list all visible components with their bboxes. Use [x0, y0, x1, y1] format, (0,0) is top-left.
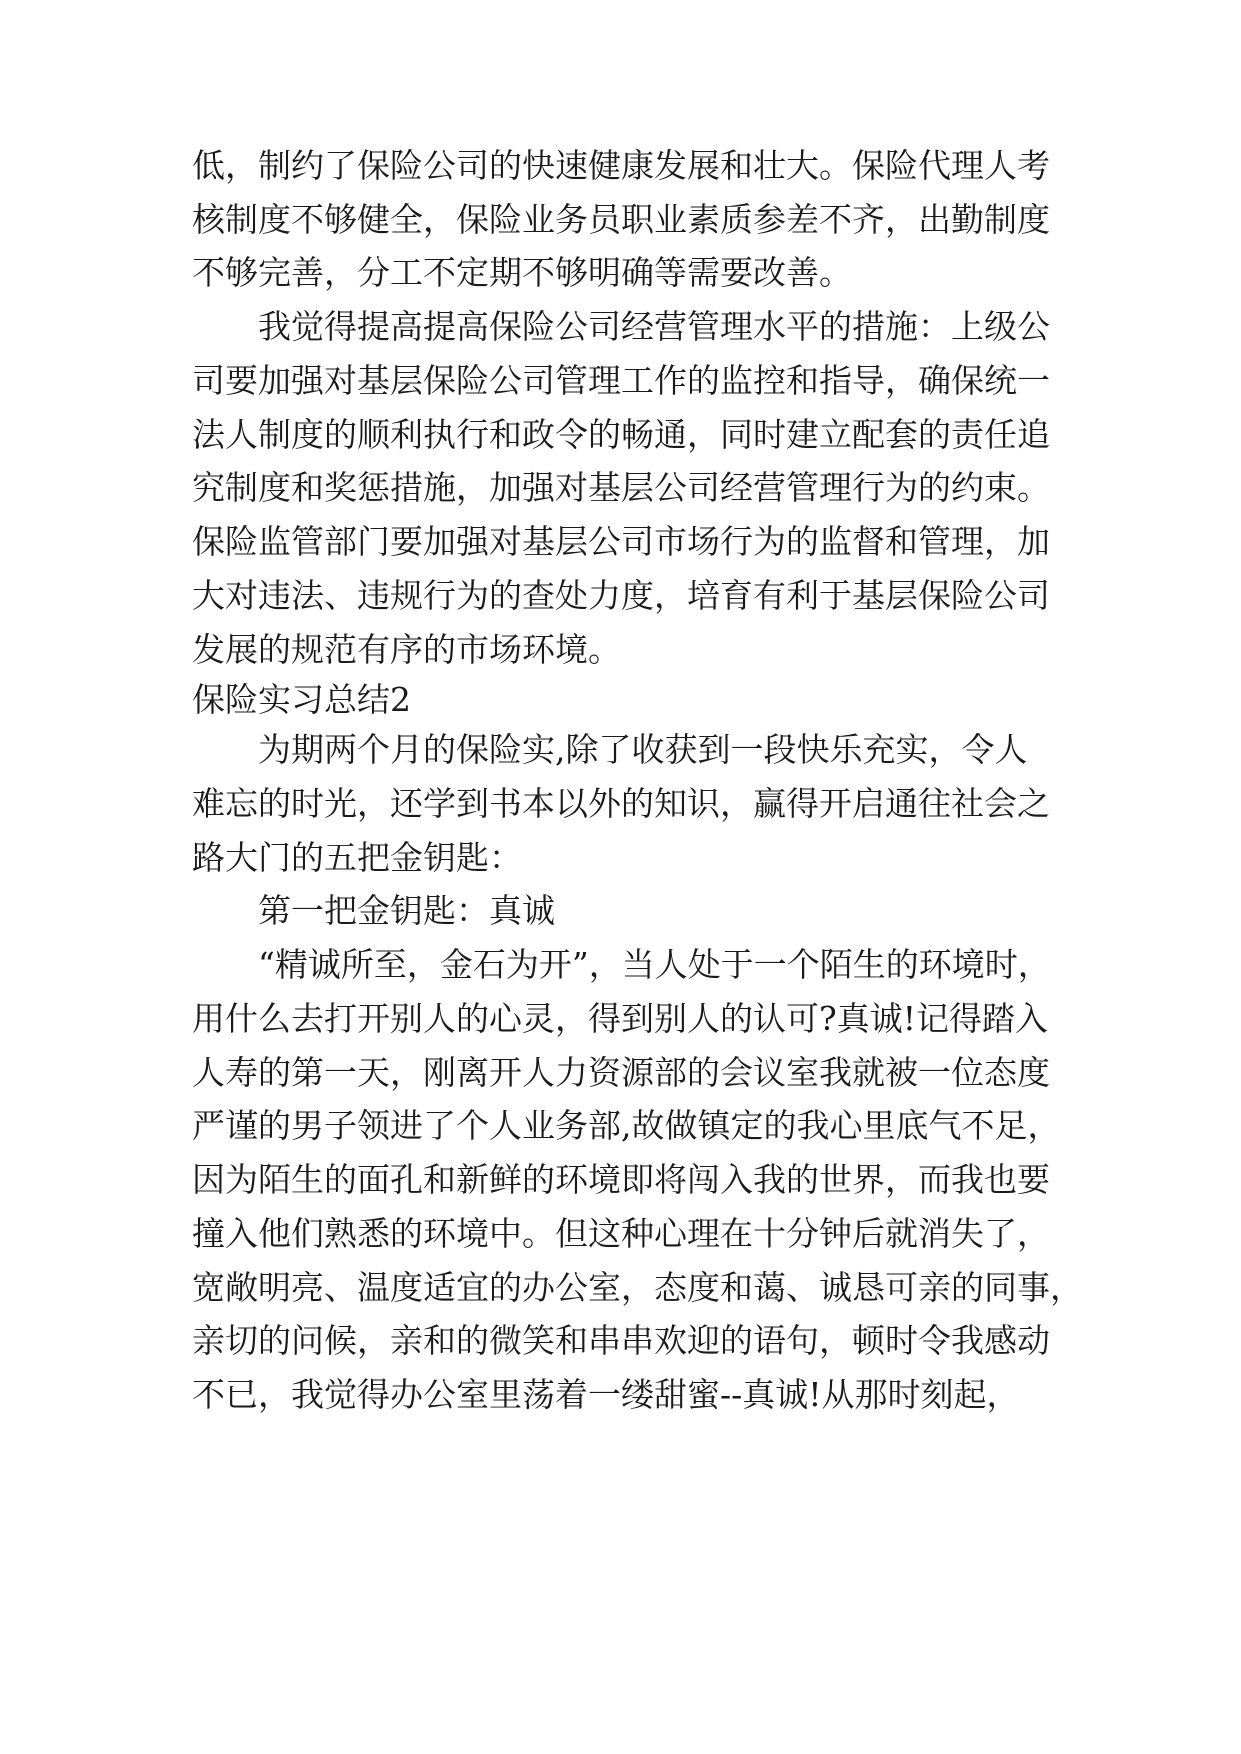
text-line-20: 因为陌生的面孔和新鲜的环境即将闯入我的世界，而我也要	[192, 1160, 1050, 1199]
text-line-22: 宽敞明亮、温度适宜的办公室，态度和蔼、诚恳可亲的同事，	[192, 1268, 1083, 1307]
text-line-23: 亲切的问候，亲和的微笑和串串欢迎的语句，顿时令我感动	[192, 1321, 1050, 1360]
text-line-9: 大对违法、违规行为的查处力度，培育有利于基层保险公司	[192, 576, 1050, 615]
text-line-10: 发展的规范有序的市场环境。	[192, 630, 621, 669]
text-line-12: 为期两个月的保险实,除了收获到一段快乐充实，令人	[258, 730, 1028, 769]
text-line-17: 用什么去打开别人的心灵，得到别人的认可?真诚!记得踏入	[192, 999, 1048, 1038]
text-line-2: 核制度不够健全，保险业务员职业素质参差不齐，出勤制度	[192, 200, 1050, 239]
text-line-16: “精诚所至，金石为开”，当人处于一个陌生的环境时，	[258, 945, 1051, 984]
text-line-5: 司要加强对基层保险公司管理工作的监控和指导，确保统一	[192, 361, 1050, 400]
text-line-6: 法人制度的顺利执行和政令的畅通，同时建立配套的责任追	[192, 415, 1050, 454]
text-line-13: 难忘的时光，还学到书本以外的知识，赢得开启通往社会之	[192, 784, 1050, 823]
text-line-24: 不已，我觉得办公室里荡着一缕甜蜜--真诚!从那时刻起，	[192, 1375, 1020, 1414]
section-heading: 保险实习总结2	[192, 680, 411, 719]
text-line-3: 不够完善，分工不定期不够明确等需要改善。	[192, 253, 852, 292]
text-line-4: 我觉得提高提高保险公司经营管理水平的措施：上级公	[258, 307, 1050, 346]
text-line-1: 低，制约了保险公司的快速健康发展和壮大。保险代理人考	[192, 146, 1050, 185]
subheading-first-key: 第一把金钥匙：真诚	[258, 891, 555, 930]
text-line-8: 保险监管部门要加强对基层公司市场行为的监督和管理，加	[192, 522, 1050, 561]
text-line-14: 路大门的五把金钥匙：	[192, 838, 522, 877]
text-line-21: 撞入他们熟悉的环境中。但这种心理在十分钟后就消失了，	[192, 1214, 1050, 1253]
text-line-7: 究制度和奖惩措施，加强对基层公司经营管理行为的约束。	[192, 468, 1050, 507]
text-line-18: 人寿的第一天，刚离开人力资源部的会议室我就被一位态度	[192, 1053, 1050, 1092]
text-line-19: 严谨的男子领进了个人业务部,故做镇定的我心里底气不足，	[192, 1106, 1061, 1145]
